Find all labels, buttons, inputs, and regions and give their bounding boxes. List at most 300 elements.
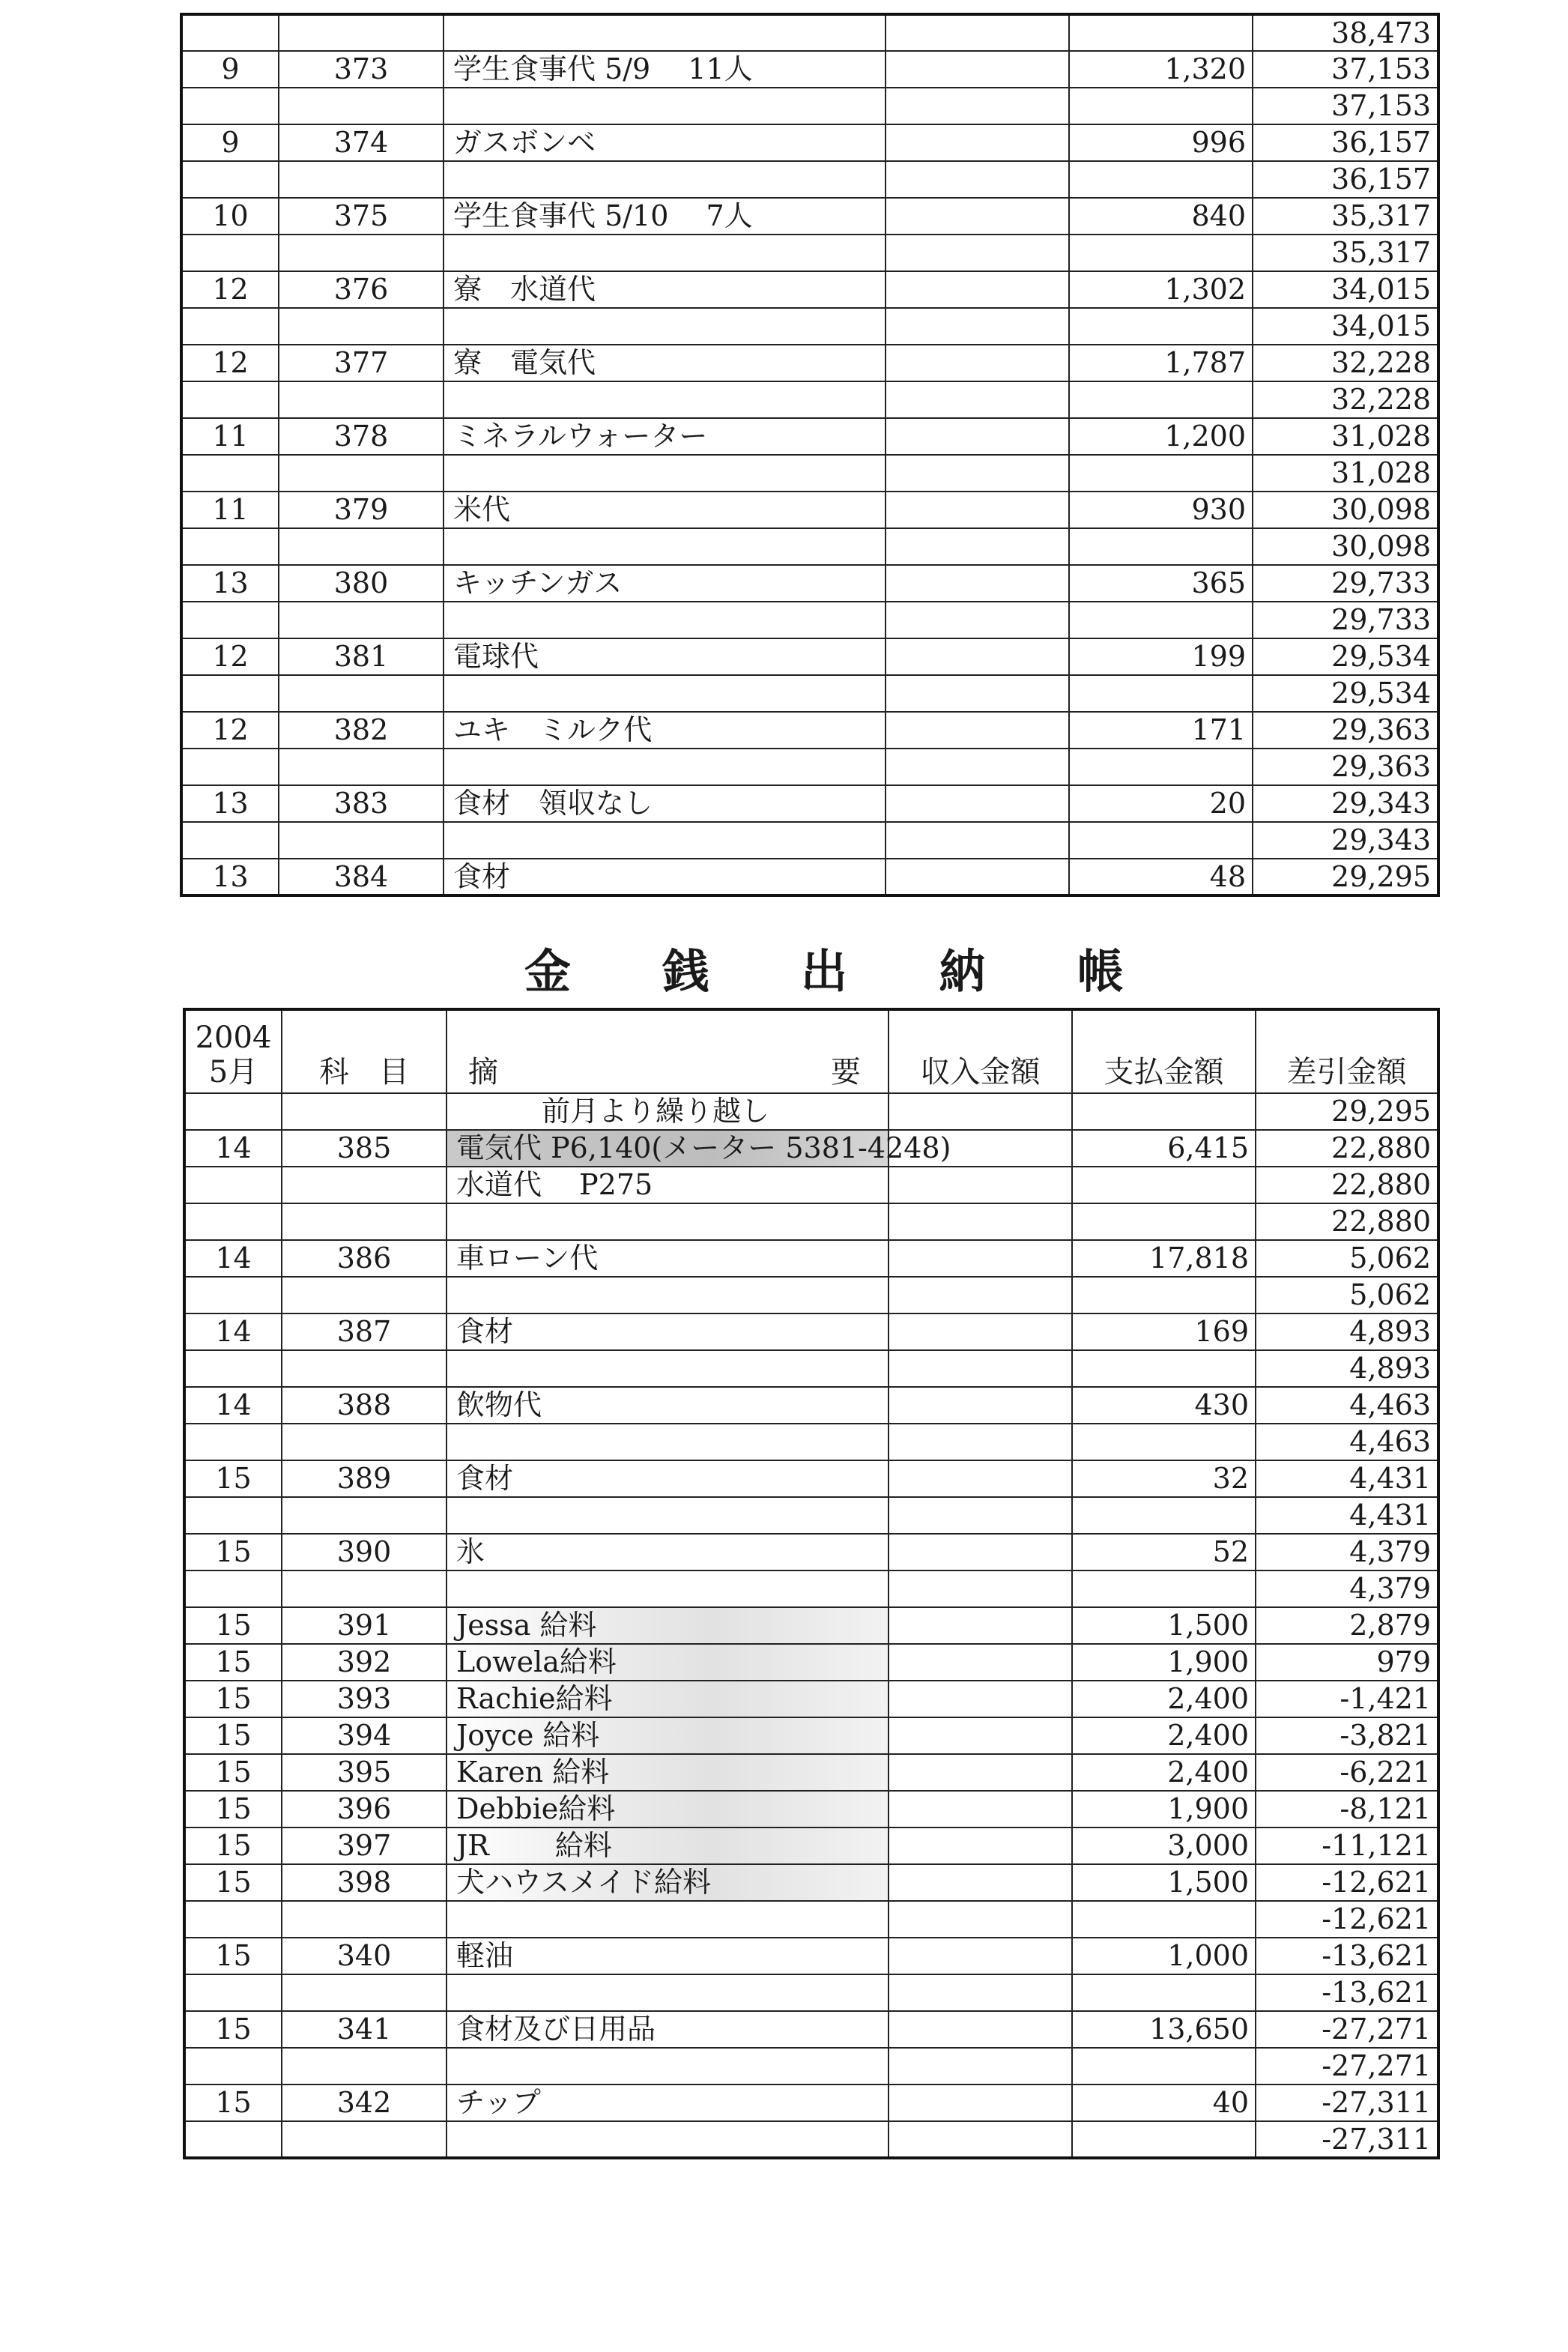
cell-day (181, 14, 279, 51)
cell-balance: -12,621 (1256, 1901, 1438, 1938)
cell-account: 392 (282, 1644, 447, 1681)
cell-income (889, 1424, 1072, 1460)
cell-income (886, 638, 1069, 675)
table-row (184, 1277, 1438, 1313)
cell-income (889, 1203, 1072, 1240)
cell-description: キッチンガス (444, 565, 886, 602)
cell-income (889, 2048, 1072, 2085)
cell-day: 13 (181, 785, 279, 822)
cell-payment (1072, 1167, 1256, 1203)
table-row (184, 1497, 1438, 1534)
cell-day (184, 1570, 282, 1607)
cell-income (886, 749, 1069, 785)
cell-income (886, 418, 1069, 455)
cell-description: 食材 領収なし (444, 785, 886, 822)
cell-payment: 6,415 (1072, 1130, 1256, 1167)
cell-account: 380 (279, 565, 444, 602)
header-year: 2004 (195, 1021, 272, 1055)
cell-day (184, 1974, 282, 2011)
cell-income (889, 2121, 1072, 2158)
cell-account (279, 308, 444, 345)
cell-income (889, 1754, 1072, 1791)
table-row (181, 271, 1438, 308)
cell-income (889, 1864, 1072, 1901)
cell-description (444, 528, 886, 565)
cell-day: 15 (184, 1828, 282, 1864)
table-row (184, 1901, 1438, 1938)
table-row (181, 859, 1438, 895)
cell-description (447, 1497, 889, 1534)
table-row (181, 235, 1438, 271)
cell-day: 13 (181, 565, 279, 602)
cell-payment: 2,400 (1072, 1681, 1256, 1717)
cell-income (886, 528, 1069, 565)
cell-balance: -27,271 (1256, 2011, 1438, 2048)
cell-account: 395 (282, 1754, 447, 1791)
cell-account: 373 (279, 51, 444, 88)
cell-payment (1069, 308, 1253, 345)
cell-description: 前月より繰り越し (447, 1093, 889, 1130)
table-row (184, 1313, 1438, 1350)
cell-description (447, 1277, 889, 1313)
cell-account (279, 675, 444, 712)
cell-day: 11 (181, 492, 279, 528)
cell-day (181, 455, 279, 492)
cell-description (444, 822, 886, 859)
cell-day: 15 (184, 1607, 282, 1644)
cell-description: ユキ ミルク代 (444, 712, 886, 749)
cell-balance: 4,379 (1256, 1534, 1438, 1570)
cell-description (444, 675, 886, 712)
table-row (184, 2048, 1438, 2085)
table-row (181, 161, 1438, 198)
cell-day (184, 2048, 282, 2085)
cell-income (886, 859, 1069, 895)
cell-balance: 4,431 (1256, 1497, 1438, 1534)
cell-balance: 2,879 (1256, 1607, 1438, 1644)
cell-income (889, 1901, 1072, 1938)
cell-day: 12 (181, 345, 279, 381)
cell-balance: 31,028 (1253, 418, 1438, 455)
cell-account: 381 (279, 638, 444, 675)
cell-description (444, 749, 886, 785)
cell-description: チップ (447, 2085, 889, 2121)
cell-balance: 29,733 (1253, 602, 1438, 638)
cell-description: ミネラルウォーター (444, 418, 886, 455)
cell-day: 14 (184, 1130, 282, 1167)
table-row (181, 308, 1438, 345)
cell-description (447, 1424, 889, 1460)
table-row (181, 712, 1438, 749)
cell-income (889, 1350, 1072, 1387)
cell-income (886, 161, 1069, 198)
cell-income (889, 1828, 1072, 1864)
cell-day: 11 (181, 418, 279, 455)
cell-balance: 4,463 (1256, 1424, 1438, 1460)
cell-income (889, 1791, 1072, 1828)
cell-day (181, 161, 279, 198)
cell-payment: 17,818 (1072, 1240, 1256, 1277)
cell-account (282, 1424, 447, 1460)
cell-balance: -27,271 (1256, 2048, 1438, 2085)
cell-payment: 1,000 (1072, 1938, 1256, 1974)
cell-account (282, 1350, 447, 1387)
cell-description: Rachie給料 (447, 1681, 889, 1717)
table-row (181, 528, 1438, 565)
cell-payment: 1,500 (1072, 1607, 1256, 1644)
cell-account: 379 (279, 492, 444, 528)
cell-income (886, 345, 1069, 381)
cell-description: JR 給料 (447, 1828, 889, 1864)
cell-day: 15 (184, 1717, 282, 1754)
table-row (181, 675, 1438, 712)
cell-income (889, 1717, 1072, 1754)
cell-income (889, 1570, 1072, 1607)
cell-balance: 37,153 (1253, 88, 1438, 124)
cell-description (447, 1901, 889, 1938)
cell-income (889, 2085, 1072, 2121)
cell-account: 374 (279, 124, 444, 161)
cell-description: 電球代 (444, 638, 886, 675)
header-balance: 差引金額 (1256, 1009, 1438, 1093)
cell-description (444, 88, 886, 124)
cell-payment: 1,320 (1069, 51, 1253, 88)
cell-description (444, 602, 886, 638)
header-account: 科 目 (282, 1009, 447, 1093)
cell-description (444, 455, 886, 492)
cell-income (889, 1644, 1072, 1681)
cell-day: 12 (181, 712, 279, 749)
cell-payment (1072, 2048, 1256, 2085)
title-char: 銭 (662, 944, 709, 999)
cell-income (886, 198, 1069, 235)
table-row (181, 492, 1438, 528)
cell-account: 341 (282, 2011, 447, 2048)
header-date (184, 1009, 282, 1093)
cell-balance: -13,621 (1256, 1938, 1438, 1974)
cell-account: 389 (282, 1460, 447, 1497)
cell-payment (1069, 235, 1253, 271)
cell-payment: 996 (1069, 124, 1253, 161)
cell-income (886, 785, 1069, 822)
cell-account: 383 (279, 785, 444, 822)
cell-day (181, 381, 279, 418)
cell-income (886, 14, 1069, 51)
cell-account: 384 (279, 859, 444, 895)
table-row (184, 1644, 1438, 1681)
cell-day (181, 602, 279, 638)
cell-account (279, 88, 444, 124)
cell-balance: -1,421 (1256, 1681, 1438, 1717)
cell-description (444, 161, 886, 198)
cell-day: 14 (184, 1387, 282, 1424)
cell-payment (1072, 2121, 1256, 2158)
cell-description: Jessa 給料 (447, 1607, 889, 1644)
cell-account (279, 822, 444, 859)
cell-balance: 29,295 (1253, 859, 1438, 895)
cell-description (447, 2048, 889, 2085)
cell-payment (1072, 1350, 1256, 1387)
cell-payment (1072, 1497, 1256, 1534)
cell-payment: 199 (1069, 638, 1253, 675)
cell-day (181, 308, 279, 345)
table-row (184, 1387, 1438, 1424)
cell-account: 394 (282, 1717, 447, 1754)
cell-income (889, 1240, 1072, 1277)
cell-income (889, 1497, 1072, 1534)
cell-day: 12 (181, 271, 279, 308)
cell-day (184, 1167, 282, 1203)
cell-balance: 29,363 (1253, 749, 1438, 785)
cell-payment: 1,302 (1069, 271, 1253, 308)
cell-payment: 1,900 (1072, 1644, 1256, 1681)
cell-day: 15 (184, 2085, 282, 2121)
cell-account (282, 2121, 447, 2158)
cell-day: 15 (184, 1938, 282, 1974)
cell-account: 390 (282, 1534, 447, 1570)
table-row (181, 455, 1438, 492)
cell-balance: -3,821 (1256, 1717, 1438, 1754)
cell-description: 軽油 (447, 1938, 889, 1974)
cell-income (886, 565, 1069, 602)
cell-description: 食材 (447, 1460, 889, 1497)
table-row (181, 418, 1438, 455)
cell-description: 学生食事代 5/9 11人 (444, 51, 886, 88)
cell-day (181, 675, 279, 712)
cell-account: 342 (282, 2085, 447, 2121)
table-row (181, 602, 1438, 638)
cell-balance: 5,062 (1256, 1277, 1438, 1313)
cell-balance: 29,295 (1256, 1093, 1438, 1130)
cell-description (444, 381, 886, 418)
cell-balance: 5,062 (1256, 1240, 1438, 1277)
cell-day: 12 (181, 638, 279, 675)
cell-payment (1072, 1277, 1256, 1313)
table-row (184, 1607, 1438, 1644)
cell-description (444, 308, 886, 345)
cell-account: 386 (282, 1240, 447, 1277)
ledger-table-main (183, 1008, 1440, 2159)
cell-account: 376 (279, 271, 444, 308)
cell-balance: 36,157 (1253, 161, 1438, 198)
cell-account (279, 602, 444, 638)
cell-balance: 35,317 (1253, 235, 1438, 271)
cell-balance: 979 (1256, 1644, 1438, 1681)
cell-balance: 29,534 (1253, 675, 1438, 712)
cell-balance: 29,534 (1253, 638, 1438, 675)
cell-balance: -12,621 (1256, 1864, 1438, 1901)
cell-income (889, 1167, 1072, 1203)
cell-income (889, 1313, 1072, 1350)
cell-day: 15 (184, 1644, 282, 1681)
cell-payment (1069, 381, 1253, 418)
table-row (184, 1240, 1438, 1277)
cell-day: 9 (181, 124, 279, 161)
table-row (184, 1460, 1438, 1497)
table-row (184, 1681, 1438, 1717)
cell-account (282, 1167, 447, 1203)
cell-payment: 1,200 (1069, 418, 1253, 455)
cell-income (889, 1607, 1072, 1644)
table-row (181, 785, 1438, 822)
title-char: 出 (800, 944, 847, 999)
cell-payment: 169 (1072, 1313, 1256, 1350)
cell-description: Joyce 給料 (447, 1717, 889, 1754)
cell-account (282, 1093, 447, 1130)
cell-account: 340 (282, 1938, 447, 1974)
cell-income (886, 492, 1069, 528)
cell-day (184, 1350, 282, 1387)
cell-day (184, 1093, 282, 1130)
table-row (184, 1828, 1438, 1864)
table-row (181, 124, 1438, 161)
cell-balance: -6,221 (1256, 1754, 1438, 1791)
cell-account: 396 (282, 1791, 447, 1828)
cell-payment (1069, 602, 1253, 638)
cell-day (181, 528, 279, 565)
cell-income (886, 822, 1069, 859)
cell-income (886, 308, 1069, 345)
cell-account (279, 161, 444, 198)
cell-balance: 30,098 (1253, 492, 1438, 528)
cell-income (886, 602, 1069, 638)
cell-income (886, 381, 1069, 418)
table-row (184, 1791, 1438, 1828)
cell-day (184, 2121, 282, 2158)
cell-payment (1072, 1974, 1256, 2011)
cell-description (444, 235, 886, 271)
table-row (181, 51, 1438, 88)
cell-description: 電気代 P6,140(メーター 5381-4248) (447, 1130, 889, 1167)
cell-income (889, 1460, 1072, 1497)
title-char: 金 (524, 944, 572, 999)
cell-payment (1072, 1424, 1256, 1460)
table-row (184, 2085, 1438, 2121)
cell-account (282, 1901, 447, 1938)
cell-description: 学生食事代 5/10 7人 (444, 198, 886, 235)
cell-income (889, 1534, 1072, 1570)
cell-account: 375 (279, 198, 444, 235)
table-row (184, 1974, 1438, 2011)
table-row (181, 565, 1438, 602)
cell-account (279, 235, 444, 271)
cell-day (184, 1203, 282, 1240)
cell-payment (1069, 161, 1253, 198)
cell-payment (1072, 1570, 1256, 1607)
table-row (184, 1754, 1438, 1791)
table-row (181, 749, 1438, 785)
cell-account: 382 (279, 712, 444, 749)
cell-payment: 2,400 (1072, 1754, 1256, 1791)
cell-balance: 4,379 (1256, 1570, 1438, 1607)
cell-income (889, 1681, 1072, 1717)
cell-account: 393 (282, 1681, 447, 1717)
cell-payment (1072, 1901, 1256, 1938)
ledger-table-main-body (184, 1093, 1438, 2158)
cell-payment: 430 (1072, 1387, 1256, 1424)
cell-account: 398 (282, 1864, 447, 1901)
header-row (184, 1009, 1438, 1093)
cell-balance: 22,880 (1256, 1203, 1438, 1240)
cell-payment: 32 (1072, 1460, 1256, 1497)
table-row (184, 1938, 1438, 1974)
cell-account: 388 (282, 1387, 447, 1424)
cell-balance: 37,153 (1253, 51, 1438, 88)
cell-payment (1069, 822, 1253, 859)
table-row (184, 1534, 1438, 1570)
cell-account (279, 381, 444, 418)
table-row (184, 1203, 1438, 1240)
cell-income (886, 51, 1069, 88)
cell-description: 氷 (447, 1534, 889, 1570)
header-income: 収入金額 (889, 1009, 1072, 1093)
cell-day: 15 (184, 1534, 282, 1570)
cell-day: 15 (184, 1754, 282, 1791)
cell-income (889, 1974, 1072, 2011)
cell-balance: 4,431 (1256, 1460, 1438, 1497)
header-desc-left: 摘 (468, 1055, 498, 1089)
ledger-table-top-body (181, 14, 1438, 895)
header-month: 5月 (208, 1055, 258, 1089)
cell-income (886, 235, 1069, 271)
cell-income (886, 88, 1069, 124)
cell-day: 9 (181, 51, 279, 88)
cell-balance: 29,733 (1253, 565, 1438, 602)
cell-account (282, 1570, 447, 1607)
cell-payment: 171 (1069, 712, 1253, 749)
header-desc-right: 要 (831, 1055, 861, 1089)
cell-account: 387 (282, 1313, 447, 1350)
cell-description: 飲物代 (447, 1387, 889, 1424)
cell-balance: 35,317 (1253, 198, 1438, 235)
table-row (184, 1864, 1438, 1901)
cell-account (279, 14, 444, 51)
cell-account: 378 (279, 418, 444, 455)
ledger-table-top (180, 13, 1440, 897)
cell-description (447, 2121, 889, 2158)
cell-balance: -13,621 (1256, 1974, 1438, 2011)
cell-day: 14 (184, 1240, 282, 1277)
cell-income (889, 1277, 1072, 1313)
cell-payment (1069, 749, 1253, 785)
table-row (184, 1717, 1438, 1754)
cell-day: 13 (181, 859, 279, 895)
cell-income (886, 455, 1069, 492)
cell-payment (1069, 675, 1253, 712)
cell-day: 14 (184, 1313, 282, 1350)
cell-day (184, 1424, 282, 1460)
cell-day: 15 (184, 1864, 282, 1901)
title-char: 帳 (1077, 944, 1124, 999)
cell-balance: -11,121 (1256, 1828, 1438, 1864)
cell-description (444, 14, 886, 51)
cell-account (282, 2048, 447, 2085)
cell-balance: 32,228 (1253, 345, 1438, 381)
table-row (181, 822, 1438, 859)
cell-balance: 29,343 (1253, 822, 1438, 859)
ledger-title (524, 946, 1124, 998)
cell-payment: 840 (1069, 198, 1253, 235)
cell-payment (1069, 88, 1253, 124)
cell-income (889, 1387, 1072, 1424)
cell-balance: 22,880 (1256, 1130, 1438, 1167)
cell-account (279, 455, 444, 492)
cell-description (447, 1203, 889, 1240)
cell-payment (1069, 528, 1253, 565)
cell-day: 15 (184, 2011, 282, 2048)
cell-payment (1072, 1203, 1256, 1240)
cell-balance: 22,880 (1256, 1167, 1438, 1203)
